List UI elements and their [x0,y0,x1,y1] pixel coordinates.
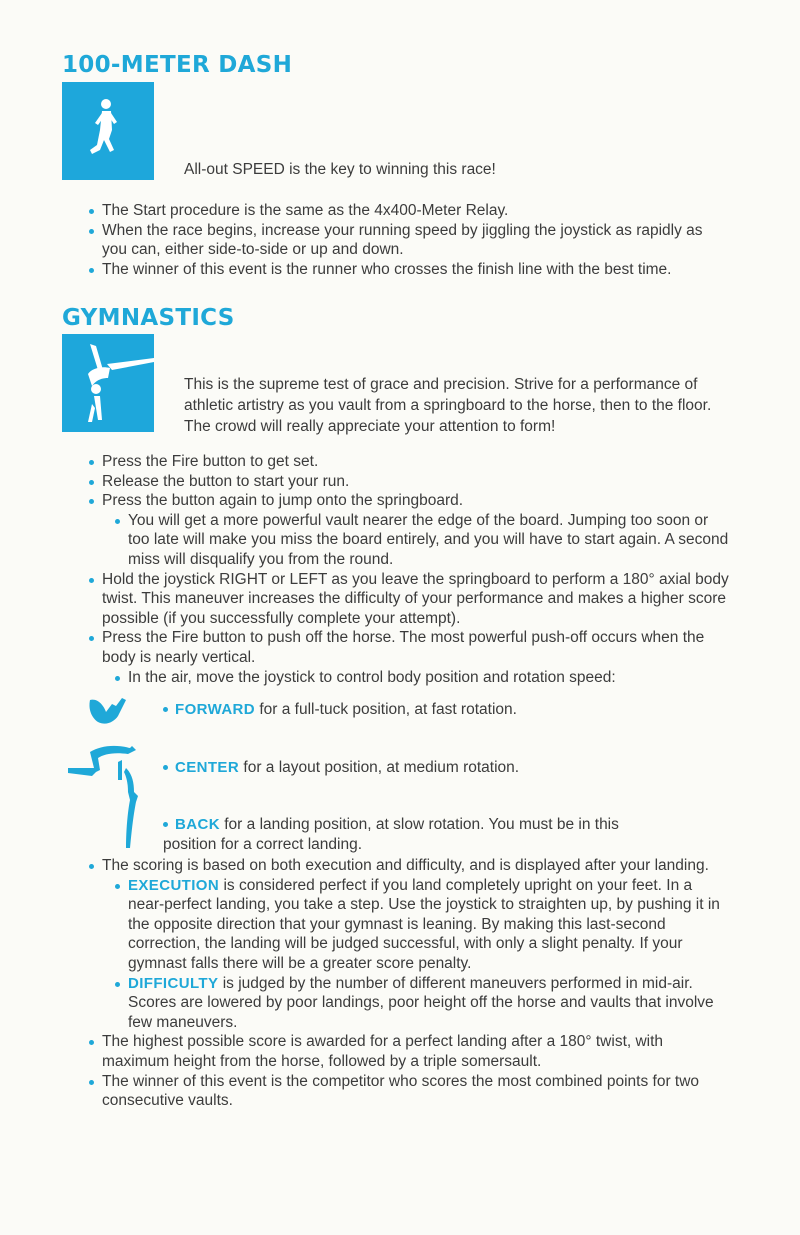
list-item: When the race begins, increase your running speed by jiggling the joystick as rapidly as you can, either side-to-side or up and down. [89,221,729,260]
sub-list-item: In the air, move the joystick to control body position and rotation speed: [115,668,729,688]
sub-list-item: You will get a more powerful vault nearer the edge of the board. Jumping too soon or too late will make you miss the board entirely, and you will have to start again. A second miss will disqualify you from the round. [115,511,729,570]
sub-list [102,511,729,570]
list-item-text: Press the button again to jump onto the springboard. [102,492,464,510]
dash-intro: All-out SPEED is the key to winning this race! [184,161,496,178]
dash-title: 100-METER DASH [62,52,293,78]
back-label: BACK [163,816,220,833]
gymnastics-bullets [89,452,729,687]
layout-position-icon [58,740,158,850]
list-item-text: The scoring is based on both execution and difficulty, and is displayed after your landing. [102,857,709,874]
dash-bullets [89,201,729,279]
list-item [89,628,729,687]
sub-list [102,668,729,688]
center-item [163,758,723,778]
forward-label: FORWARD [163,701,255,718]
difficulty-label: DIFFICULTY [128,974,219,992]
gymnast-icon [62,334,154,432]
list-item: The winner of this event is the competitor who scores the most combined points for two consecutive vaults. [89,1072,729,1111]
center-text: for a layout position, at medium rotation. [243,759,520,776]
list-item: The Start procedure is the same as the 4x400-Meter Relay. [89,201,729,221]
execution-item [115,876,729,974]
center-label: CENTER [163,759,239,776]
difficulty-item [115,974,729,1033]
list-item [89,856,729,1032]
back-item [163,815,663,854]
execution-label: EXECUTION [128,876,220,894]
forward-text: for a full-tuck position, at fast rotation. [259,701,517,718]
list-item: The winner of this event is the runner who crosses the finish line with the best time. [89,260,729,280]
list-item-text: Press the Fire button to push off the horse. The most powerful push-off occurs when the body is nearly vertical. [102,629,705,666]
gymnastics-intro: This is the supreme test of grace and precision. Strive for a performance of athletic artistry as you vault from a springboard to the horse, then to the floor. The crowd will really appreciate your attention to form! [184,376,712,435]
list-item: Hold the joystick RIGHT or LEFT as you leave the springboard to perform a 180° axial body twist. This maneuver increases the difficulty of your performance and makes a higher score possible (if you successfully complete your attempt). [89,570,729,629]
back-text: for a landing position, at slow rotation. You must be in this position for a correct landing. [163,816,619,853]
scoring-bullets [89,856,729,1111]
list-item: Press the Fire button to get set. [89,452,729,472]
execution-text: is considered perfect if you land completely upright on your feet. In a near-perfect landing, you take a step. Use the joystick to straighten up, by pushing it in the opposite direction that your gymnast is leaning. By making this last-second correction, the landing will be judged successful, with only a slight penalty. If your gymnast falls there will be a greater score penalty. [128,876,720,972]
tuck-position-icon [84,692,130,730]
list-item: Release the button to start your run. [89,472,729,492]
list-item [89,491,729,569]
difficulty-text: is judged by the number of different maneuvers performed in mid-air. Scores are lowered by poor landings, poor height off the horse and vaults that involve few maneuvers. [128,974,714,1031]
sub-list [102,876,729,1033]
gymnastics-title: GYMNASTICS [62,305,235,331]
runner-icon [62,82,154,180]
forward-item [163,700,723,720]
list-item: The highest possible score is awarded for a perfect landing after a 180° twist, with maximum height from the horse, followed by a triple somersault. [89,1032,729,1071]
